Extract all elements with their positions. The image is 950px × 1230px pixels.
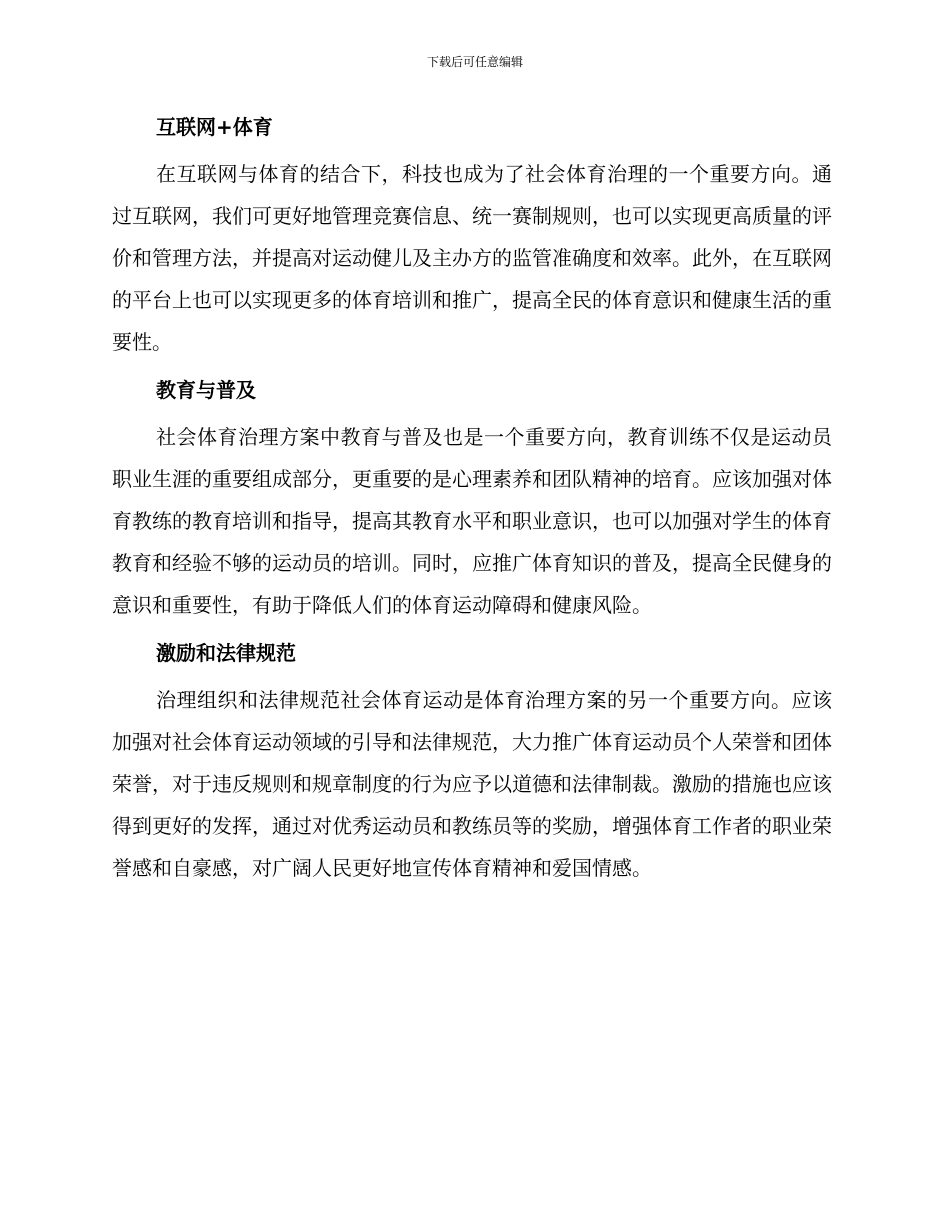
page-header: 下载后可任意编辑 [426,55,523,69]
section-heading: 互联网+体育 [156,115,273,139]
document-body [112,108,832,897]
section-incentive-legal-norms [112,634,832,889]
section-paragraph: 治理组织和法律规范社会体育运动是体育治理方案的另一个重要方向。应该加强对社会体育运动领域的引导和法律规范，大力推广体育运动员个人荣誉和团体荣誉，对于违反规则和规章制度的行为应予以道德和法律制裁。激励的措施也应该得到更好的发挥，通过对优秀运动员和教练员等的奖励，增强体育工作者的职业荣誉感和自豪感，对广阔人民更好地宣传体育精神和爱国情感。 [112,688,832,880]
section-heading: 教育与普及 [156,378,256,402]
section-internet-sports [112,108,832,363]
section-heading: 激励和法律规范 [156,641,296,665]
section-paragraph: 社会体育治理方案中教育与普及也是一个重要方向，教育训练不仅是运动员职业生涯的重要组成部分，更重要的是心理素养和团队精神的培育。应该加强对体育教练的教育培训和指导，提高其教育水平和职业意识，也可以加强对学生的体育教育和经验不够的运动员的培训。同时，应推广体育知识的普及，提高全民健身的意识和重要性，有助于降低人们的体育运动障碍和健康风险。 [112,425,832,617]
section-education-popularization [112,371,832,626]
section-paragraph: 在互联网与体育的结合下，科技也成为了社会体育治理的一个重要方向。通过互联网，我们可更好地管理竞赛信息、统一赛制规则，也可以实现更高质量的评价和管理方法，并提高对运动健儿及主办方的监管准确度和效率。此外，在互联网的平台上也可以实现更多的体育培训和推广，提高全民的体育意识和健康生活的重要性。 [112,162,832,354]
